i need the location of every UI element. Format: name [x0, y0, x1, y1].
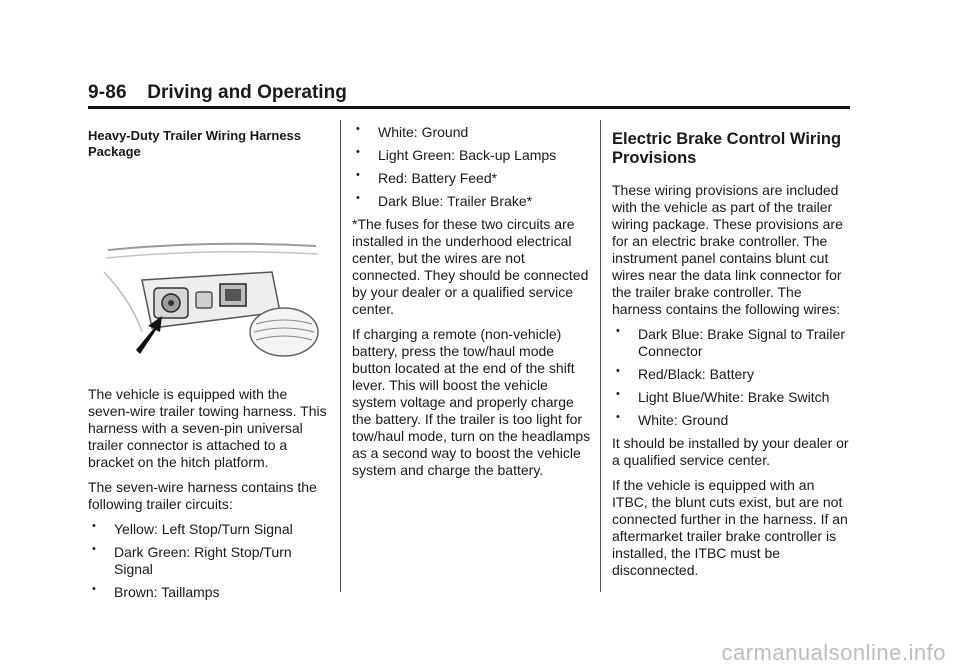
list-item-text: Dark Blue: Brake Signal to Trailer Connector	[638, 326, 845, 359]
list-item	[612, 412, 852, 429]
fuse-note-paragraph: *The fuses for these two circuits are installed in the underhood electrical center, but the wires are not connected. They should be connected by your dealer or a qualified service center.	[352, 216, 589, 317]
circuit-list-continued	[352, 124, 592, 210]
bullet-icon: •	[356, 169, 360, 181]
page-number: 9-86	[88, 82, 127, 103]
bullet-icon: •	[356, 192, 360, 204]
wire-list	[612, 326, 852, 429]
bullet-icon: •	[616, 365, 620, 377]
body-paragraph: It should be installed by your dealer or a qualified service center.	[612, 435, 849, 468]
list-item-text: Light Blue/White: Brake Switch	[638, 389, 830, 405]
bullet-icon: •	[616, 411, 620, 423]
list-item	[352, 193, 592, 210]
column-3	[612, 122, 852, 587]
body-paragraph: These wiring provisions are included with the vehicle as part of the trailer wiring package. These provisions are for an electric brake controller. The instrument panel contains blunt cut wires near the data link connector for the trailer brake controller. The harness contains the following wires:	[612, 182, 843, 317]
list-item	[352, 124, 592, 141]
list-item	[88, 544, 328, 578]
list-item-text: Dark Blue: Trailer Brake*	[378, 193, 533, 209]
bullet-icon: •	[356, 146, 360, 158]
bullet-icon: •	[616, 388, 620, 400]
list-item-text: Red: Battery Feed*	[378, 170, 498, 186]
bullet-icon: •	[92, 520, 96, 532]
list-item	[612, 366, 852, 383]
body-paragraph: If the vehicle is equipped with an ITBC, the blunt cuts exist, but are not connected further in the harness. If an aftermarket trailer brake controller is installed, the ITBC must be disconnected.	[612, 477, 848, 578]
bullet-icon: •	[92, 583, 96, 595]
hitch-connector-illustration	[102, 232, 322, 362]
list-item-text: White: Ground	[378, 124, 469, 140]
column-1	[88, 122, 328, 607]
list-item	[88, 584, 328, 601]
list-item-text: Red/Black: Battery	[638, 366, 754, 382]
charging-paragraph: If charging a remote (non-vehicle) battery, press the tow/haul mode button located at the end of the shift lever. This will boost the vehicle system voltage and properly charge the battery. If the trailer is too light for tow/haul mode, turn on the headlamps as a second way to boost the vehicle system and charge the battery.	[352, 326, 591, 478]
list-item-text: Dark Green: Right Stop/Turn Signal	[114, 544, 292, 577]
list-item	[612, 389, 852, 406]
list-item	[88, 521, 328, 538]
harness-subheading: Heavy-Duty Trailer Wiring Harness Package	[88, 128, 302, 159]
list-item-text: White: Ground	[638, 412, 729, 428]
body-paragraph: The seven-wire harness contains the following trailer circuits:	[88, 479, 317, 512]
watermark: carmanualsonline.info	[721, 640, 946, 665]
page-header	[88, 82, 850, 109]
circuit-list	[88, 521, 328, 601]
list-item-text: Light Green: Back-up Lamps	[378, 147, 557, 163]
brake-wiring-heading: Electric Brake Control Wiring Provisions	[612, 130, 842, 167]
column-2	[352, 122, 592, 487]
section-title: Driving and Operating	[147, 82, 347, 103]
body-paragraph: The vehicle is equipped with the seven-wire trailer towing harness. This harness with a seven-pin universal trailer connector is attached to a bracket on the hitch platform.	[88, 386, 327, 470]
bullet-icon: •	[356, 123, 360, 135]
bullet-icon: •	[616, 325, 620, 337]
bullet-icon: •	[92, 543, 96, 555]
column-divider-2	[600, 120, 601, 592]
list-item	[612, 326, 852, 360]
list-item-text: Brown: Taillamps	[114, 584, 220, 600]
column-divider-1	[340, 120, 341, 592]
list-item	[352, 170, 592, 187]
list-item	[352, 147, 592, 164]
list-item-text: Yellow: Left Stop/Turn Signal	[114, 521, 293, 537]
